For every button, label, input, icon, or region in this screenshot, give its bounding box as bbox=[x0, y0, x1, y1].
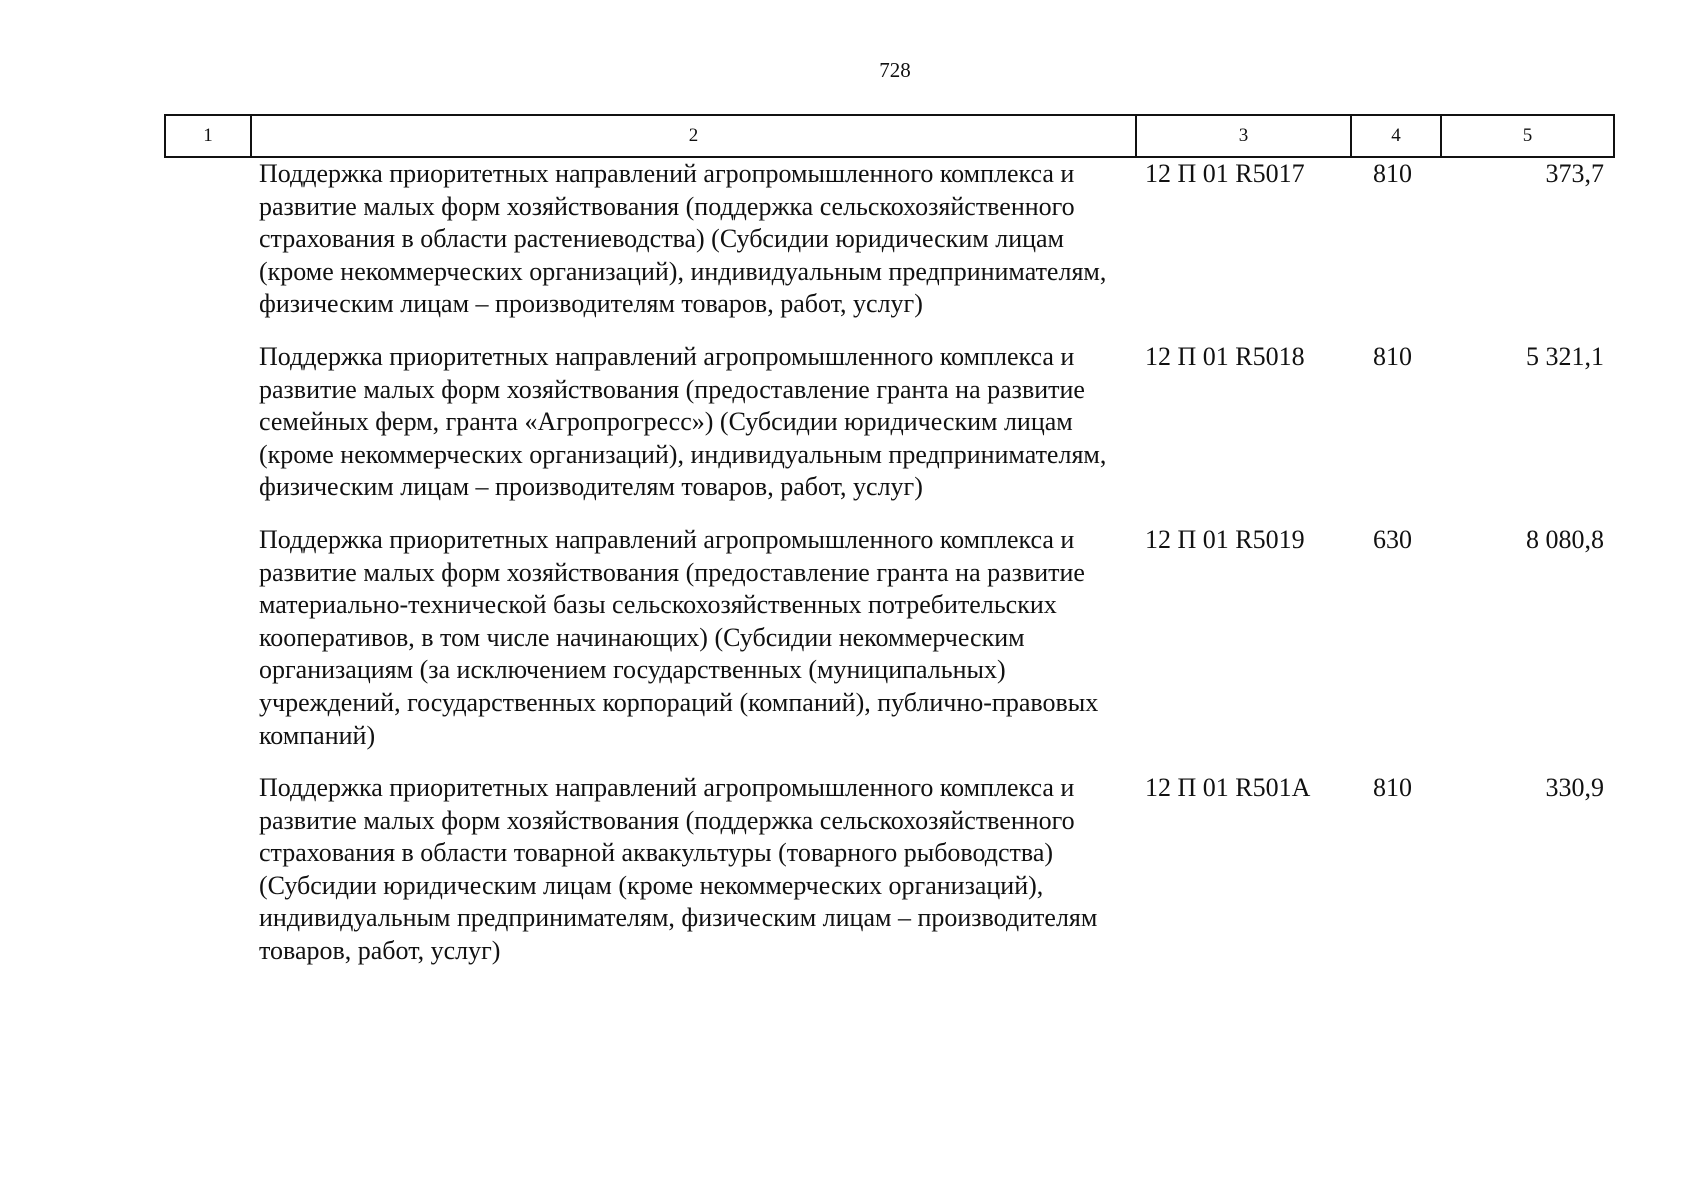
row-col1 bbox=[165, 772, 251, 988]
table-header bbox=[165, 115, 1614, 157]
row-amount: 8 080,8 bbox=[1526, 524, 1604, 554]
row-target-code: 12 П 01 R501А bbox=[1145, 773, 1311, 803]
table-row bbox=[165, 341, 1614, 524]
row-description: Поддержка приоритетных направлений агропромышленного комплекса и развитие малых форм хозяйствования (поддержка сельскохозяйственного страхования в области растениеводства) (Субсидии юридическим лицам (кроме некоммерческих организаций), индивидуальным предпринимателям, физическим лицам – производителям товаров, работ, услуг) bbox=[259, 159, 1107, 319]
row-target-code: 12 П 01 R5017 bbox=[1145, 159, 1305, 188]
row-target-code: 12 П 01 R5018 bbox=[1145, 341, 1305, 371]
row-target-code: 12 П 01 R5019 bbox=[1145, 524, 1305, 554]
budget-table bbox=[164, 114, 1615, 988]
header-col-3: 3 bbox=[1136, 115, 1351, 157]
header-col-4: 4 bbox=[1351, 115, 1441, 157]
header-col-1: 1 bbox=[165, 115, 251, 157]
row-expense-type: 810 bbox=[1373, 773, 1412, 803]
row-description: Поддержка приоритетных направлений агропромышленного комплекса и развитие малых форм хозяйствования (предоставление гранта на развитие материально-технической базы сельскохозяйственных потребительских кооперативов, в том числе начинающих) (Субсидии некоммерческим организациям (за исключением государственных (муниципальных) учреждений, государственных корпораций (компаний), публично-правовых компаний) bbox=[259, 524, 1099, 750]
header-row bbox=[165, 115, 1614, 157]
row-amount: 330,9 bbox=[1545, 773, 1604, 803]
row-col1 bbox=[165, 524, 251, 772]
table-row bbox=[165, 772, 1614, 988]
row-expense-type: 810 bbox=[1373, 159, 1412, 188]
page-number: 728 bbox=[879, 58, 911, 82]
table-row bbox=[165, 157, 1614, 341]
row-expense-type: 630 bbox=[1373, 524, 1412, 554]
header-col-2: 2 bbox=[251, 115, 1136, 157]
row-col1 bbox=[165, 157, 251, 341]
header-col-5: 5 bbox=[1441, 115, 1614, 157]
row-description: Поддержка приоритетных направлений агропромышленного комплекса и развитие малых форм хозяйствования (поддержка сельскохозяйственного страхования в области товарной аквакультуры (товарного рыбоводства) (Субсидии юридическим лицам (кроме некоммерческих организаций), индивидуальным предпринимателям, физическим лицам – производителям товаров, работ, услуг) bbox=[259, 773, 1098, 966]
table-row bbox=[165, 524, 1614, 772]
table-body bbox=[165, 157, 1614, 988]
row-description: Поддержка приоритетных направлений агропромышленного комплекса и развитие малых форм хозяйствования (предоставление гранта на развитие семейных ферм, гранта «Агропрогресс») (Субсидии юридическим лицам (кроме некоммерческих организаций), индивидуальным предпринимателям, физическим лицам – производителям товаров, работ, услуг) bbox=[259, 341, 1107, 502]
row-col1 bbox=[165, 341, 251, 524]
row-amount: 373,7 bbox=[1545, 159, 1604, 188]
row-amount: 5 321,1 bbox=[1526, 341, 1604, 371]
row-expense-type: 810 bbox=[1373, 341, 1412, 371]
